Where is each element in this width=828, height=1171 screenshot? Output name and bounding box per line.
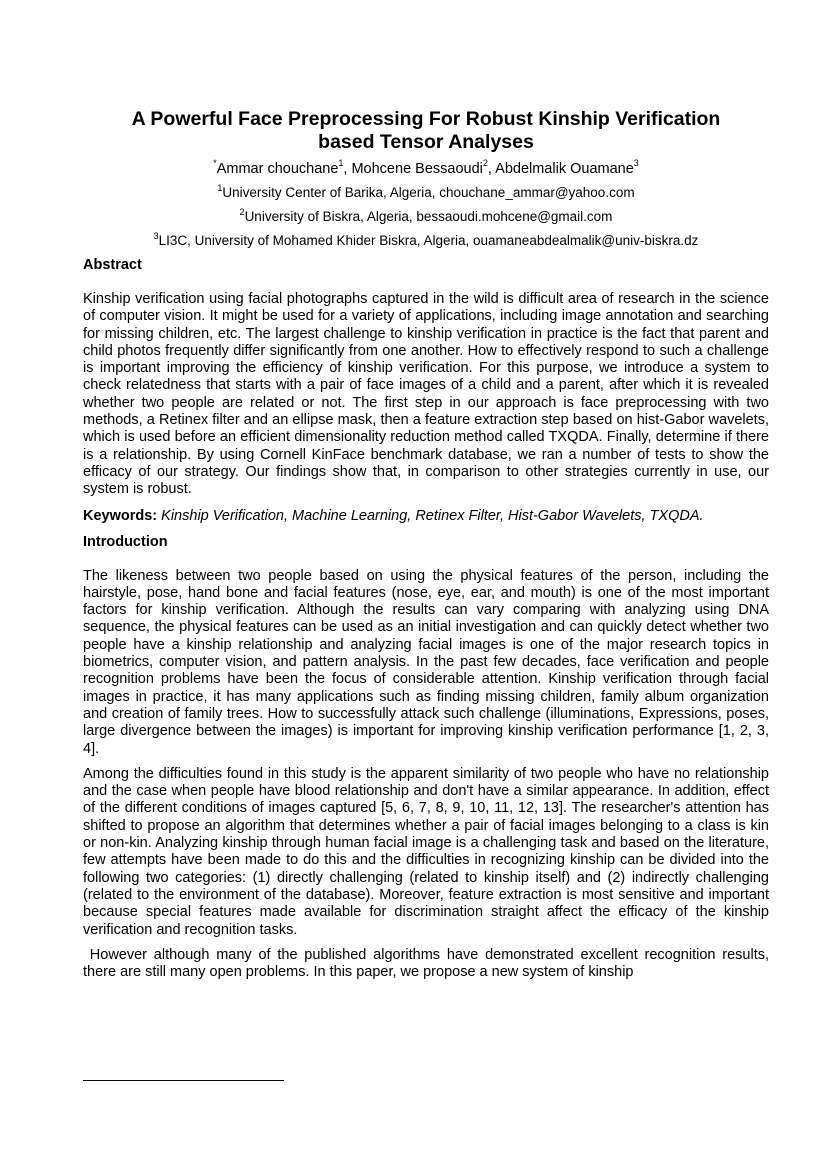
intro-paragraph-3: However although many of the published algorithms have demonstrated excellent recognition results, there are still many open problems. In this paper, we propose a new system of kinship [83,946,774,981]
affiliation-3-text: LI3C, University of Mohamed Khider Biskra, Algeria, ouamaneabdealmalik@univ-biskra.dz [158,233,699,248]
author-3-affil: 3 [633,158,639,169]
affiliation-2 [83,208,769,225]
intro-paragraph-1: The likeness between two people based on using the physical features of the person, including the hairstyle, pose, hand bone and facial features (nose, eye, ear, and mouth) is one of the most important factors for kinship verification. Although the results can vary comparing with analyzing using DNA sequence, the physical features can be used as an initial investigation and can quickly detect whether two people have a kinship relationship and analyzing facial images is one of the major research topics in biometrics, computer vision, and pattern analysis. In the past few decades, face verification and people recognition problems have been the focus of considerable attention. Kinship verification through facial images in practice, it has many applications such as finding missing children, family album organization and creation of family trees. How to successfully attack such challenge (illuminations, Expressions, poses, large divergence between the images) is important for improving kinship verification performance [1, 2, 3, 4]. [83,567,769,757]
affiliation-2-text: University of Biskra, Algeria, bessaoudi.mohcene@gmail.com [244,209,613,224]
corresponding-mark: * [213,158,217,169]
affiliation-2-mark: 2 [239,206,245,217]
intro-paragraph-2: Among the difficulties found in this study is the apparent similarity of two people who have no relationship and the case when people have blood relationship and don't have a similar appearance. In addition, effect of the different conditions of images captured [5, 6, 7, 8, 9, 10, 11, 12, 13]. The researcher's attention has shifted to propose an algorithm that determines whether a pair of facial images belonging to a class is kin or non-kin. Analyzing kinship through human facial image is a challenging task and based on the literature, few attempts have been made to do this and the difficulties in recognizing kinship can be divided into the following two categories: (1) directly challenging (related to kinship itself) and (2) indirectly challenging (related to the environment of the database). Moreover, feature extraction is most sensitive and important because special features made available for discrimination straight affect the efficacy of the kinship verification and recognition tasks. [83,765,769,938]
author-2: , Mohcene Bessaoudi [343,161,483,177]
abstract-heading: Abstract [83,257,142,273]
paper-title [83,108,769,154]
introduction-heading: Introduction [83,533,168,550]
affiliation-1-text: University Center of Barika, Algeria, chouchane_ammar@yahoo.com [222,185,635,200]
footnote-rule [83,1080,284,1081]
author-3: , Abdelmalik Ouamane [487,161,634,177]
affiliation-3-mark: 3 [153,230,159,241]
keywords-label: Keywords: [83,507,158,524]
affiliation-1 [83,184,769,201]
author-1: Ammar chouchane [216,161,339,177]
keywords-text: Kinship Verification, Machine Learning, Retinex Filter, Hist-Gabor Wavelets, TXQDA. [157,507,704,524]
title-line-2: based Tensor Analyses [318,131,534,153]
paper-page [83,108,774,981]
affiliation-1-mark: 1 [217,182,223,193]
title-line-1: A Powerful Face Preprocessing For Robust Kinship Verification [131,108,721,130]
abstract-text: Kinship verification using facial photographs captured in the wild is difficult area of research in the science of computer vision. It might be used for a variety of applications, including image annotation and searching for missing children, etc. The largest challenge to kinship verification in practice is the fact that parent and child photos frequently differ significantly from one another. How to effectively respond to such a challenge is important improving the efficiency of kinship verification. For this purpose, we introduce a system to check relatedness that starts with a pair of face images of a child and a parent, after which it is revealed whether two people are related or not. The first step in our approach is face preprocessing with two methods, a Retinex filter and an ellipse mask, then a feature extraction step based on hist-Gabor wavelets, which is used before an efficient dimensionality reduction method called TXQDA. Finally, determine if there is a relationship. By using Cornell KinFace benchmark database, we ran a number of tests to show the efficacy of our strategy. Our findings show that, in comparison to other strategies currently in use, our system is robust. [83,291,769,498]
keywords [83,507,769,525]
affiliation-3 [83,232,769,249]
author-list [83,160,769,178]
author-1-affil: 1 [338,158,344,169]
author-2-affil: 2 [482,158,488,169]
